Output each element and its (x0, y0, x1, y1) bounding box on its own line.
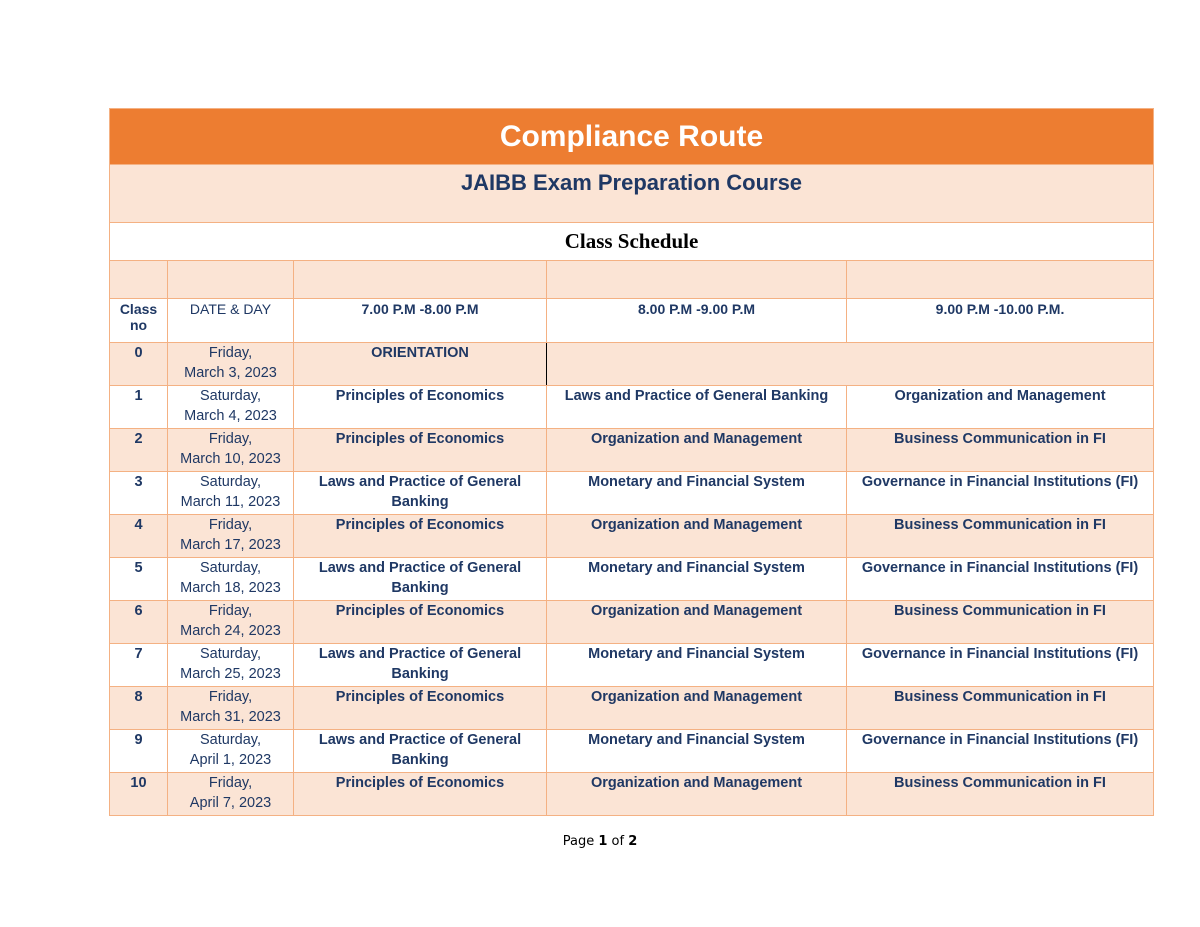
slot-2-subject: Organization and Management (547, 515, 847, 558)
class-date-cell (168, 773, 294, 816)
slot-3-subject: Governance in Financial Institutions (FI) (847, 558, 1154, 601)
slot-1-subject: Principles of Economics (294, 773, 547, 816)
class-day: Saturday, (200, 732, 261, 748)
slot-3-subject: Governance in Financial Institutions (FI) (847, 644, 1154, 687)
class-day: Friday, (208, 517, 253, 533)
blank-cell (168, 261, 294, 299)
table-row (110, 773, 1154, 816)
subtitle-cell (110, 165, 1154, 223)
slot-3-subject: Governance in Financial Institutions (FI) (847, 730, 1154, 773)
orientation-label: ORIENTATION (294, 343, 547, 386)
schedule-table (109, 108, 1154, 816)
blank-cell (547, 261, 847, 299)
title-cell (110, 109, 1154, 165)
class-day: Friday, (208, 431, 253, 447)
table-row (110, 515, 1154, 558)
slot-1-subject: Principles of Economics (294, 601, 547, 644)
slot-1-subject: Principles of Economics (294, 429, 547, 472)
blank-cell (847, 261, 1154, 299)
table-row (110, 730, 1154, 773)
class-number: 9 (110, 730, 168, 773)
class-date-cell (168, 687, 294, 730)
header-slot-3: 9.00 P.M -10.00 P.M. (847, 299, 1154, 343)
class-date: March 4, 2023 (184, 408, 277, 424)
header-date-day: DATE & DAY (168, 299, 294, 343)
table-row (110, 558, 1154, 601)
orientation-row (110, 343, 1154, 386)
slot-2-subject: Monetary and Financial System (547, 472, 847, 515)
course-subtitle: JAIBB Exam Preparation Course (460, 170, 803, 195)
header-slot-2: 8.00 P.M -9.00 P.M (547, 299, 847, 343)
slot-2-subject: Monetary and Financial System (547, 730, 847, 773)
class-date-cell (168, 601, 294, 644)
orientation-empty-cell (547, 343, 1154, 386)
table-row (110, 644, 1154, 687)
class-date: April 7, 2023 (189, 795, 272, 811)
header-slot-1: 7.00 P.M -8.00 P.M (294, 299, 547, 343)
slot-2-subject: Laws and Practice of General Banking (547, 386, 847, 429)
slot-2-subject: Monetary and Financial System (547, 558, 847, 601)
class-date-cell (168, 515, 294, 558)
class-number: 6 (110, 601, 168, 644)
class-date: March 3, 2023 (184, 365, 277, 381)
class-number: 8 (110, 687, 168, 730)
header-class-no: Class no (110, 299, 168, 343)
class-date-cell (168, 558, 294, 601)
slot-3-subject: Organization and Management (847, 386, 1154, 429)
schedule-title: Class Schedule (564, 229, 699, 253)
class-day: Saturday, (200, 560, 261, 576)
blank-cell (294, 261, 547, 299)
slot-1-subject: Laws and Practice of General Banking (294, 472, 547, 515)
footer-page-total: 2 (628, 834, 638, 849)
slot-2-subject: Organization and Management (547, 773, 847, 816)
slot-3-subject: Business Communication in FI (847, 429, 1154, 472)
blank-cell (110, 261, 168, 299)
class-date: April 1, 2023 (189, 752, 272, 768)
class-date: March 31, 2023 (180, 709, 281, 725)
class-day: Saturday, (200, 646, 261, 662)
blank-row (110, 261, 1154, 299)
slot-1-subject: Principles of Economics (294, 687, 547, 730)
class-number: 7 (110, 644, 168, 687)
footer-page-word: Page (562, 834, 595, 849)
slot-2-subject: Monetary and Financial System (547, 644, 847, 687)
class-date-cell (168, 730, 294, 773)
class-date: March 10, 2023 (180, 451, 281, 467)
class-day: Friday, (208, 603, 253, 619)
slot-1-subject: Laws and Practice of General Banking (294, 730, 547, 773)
class-date: March 25, 2023 (180, 666, 281, 682)
page-footer (0, 834, 1200, 849)
schedule-sheet (109, 108, 1153, 816)
class-date: March 24, 2023 (180, 623, 281, 639)
class-number: 3 (110, 472, 168, 515)
schedule-title-cell (110, 223, 1154, 261)
class-date-cell (168, 429, 294, 472)
class-date-cell (168, 386, 294, 429)
slot-2-subject: Organization and Management (547, 687, 847, 730)
class-day: Friday, (208, 775, 253, 791)
class-number: 4 (110, 515, 168, 558)
slot-1-subject: Laws and Practice of General Banking (294, 558, 547, 601)
class-date-cell (168, 644, 294, 687)
class-number: 5 (110, 558, 168, 601)
table-row (110, 601, 1154, 644)
class-date: March 11, 2023 (180, 494, 281, 510)
class-number: 10 (110, 773, 168, 816)
slot-1-subject: Principles of Economics (294, 386, 547, 429)
class-day: Saturday, (200, 474, 261, 490)
footer-of-word: of (611, 834, 625, 849)
table-row (110, 472, 1154, 515)
table-row (110, 687, 1154, 730)
table-row (110, 429, 1154, 472)
class-day: Friday, (208, 689, 253, 705)
header-row (110, 299, 1154, 343)
class-date-cell (168, 343, 294, 386)
class-number: 2 (110, 429, 168, 472)
slot-1-subject: Principles of Economics (294, 515, 547, 558)
class-day: Friday, (208, 345, 253, 361)
footer-page-number: 1 (598, 834, 608, 849)
slot-2-subject: Organization and Management (547, 601, 847, 644)
class-number: 1 (110, 386, 168, 429)
slot-3-subject: Business Communication in FI (847, 773, 1154, 816)
class-date: March 17, 2023 (180, 537, 281, 553)
page-title: Compliance Route (499, 119, 764, 153)
slot-2-subject: Organization and Management (547, 429, 847, 472)
class-number: 0 (110, 343, 168, 386)
class-date-cell (168, 472, 294, 515)
slot-1-subject: Laws and Practice of General Banking (294, 644, 547, 687)
table-row (110, 386, 1154, 429)
slot-3-subject: Business Communication in FI (847, 601, 1154, 644)
class-day: Saturday, (200, 388, 261, 404)
slot-3-subject: Business Communication in FI (847, 687, 1154, 730)
slot-3-subject: Governance in Financial Institutions (FI) (847, 472, 1154, 515)
class-date: March 18, 2023 (180, 580, 281, 596)
slot-3-subject: Business Communication in FI (847, 515, 1154, 558)
